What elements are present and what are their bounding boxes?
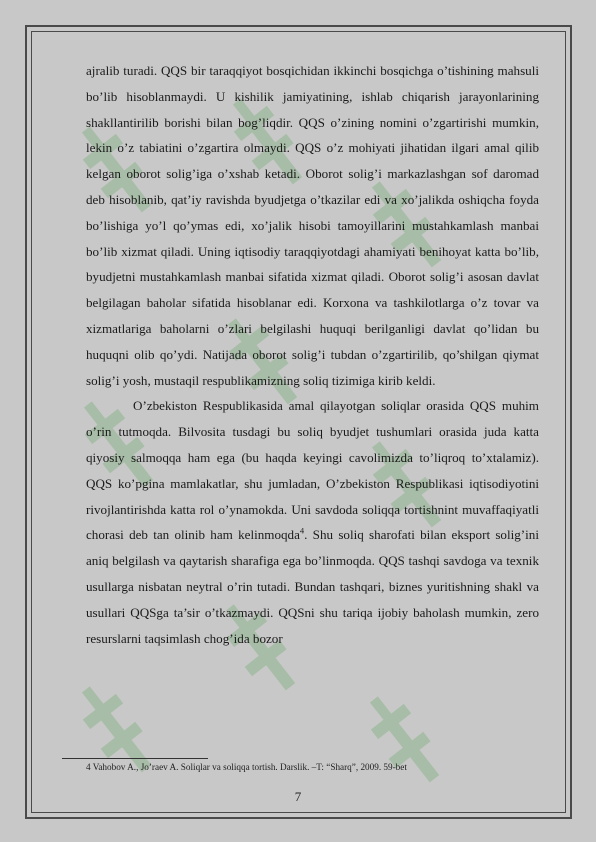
footnote: 4 Vahobov A., Jo’raev A. Soliqlar va soliqqa tortish. Darslik. –T: “Sharq”, 2009. 59-bet bbox=[86, 762, 407, 772]
paragraph-text: O’zbekiston Respublikasida amal qilayotgan soliqlar orasida QQS muhim o’rin tutmoqda. Bilvosita tusdagi bu soliq byudjet tushumlari orasida juda katta qiyosiy salmoqqa ham ega (bu haqda keyingi cavolimizda to’liqroq to’xtalamiz). QQS ko’pgina mamlakatlar, shu jumladan, O’zbekiston Respublikasi iqtisodiyotini rivojlantirishda katta rol o’ynamokda. Uni savdoda soliqqa tortishnint muvaffaqiyatli chorasi deb tan olinib ham kelinmoqda bbox=[86, 398, 539, 543]
footnote-reference: 4 bbox=[299, 525, 305, 536]
paragraph-text-continued: . Shu soliq sharofati bilan eksport solig’ini aniq belgilash va qaytarish sharafiga ega bo’linmoqda. QQS tashqi savdoga va texnik usullarga nisbatan neytral o’rin tutadi. Bundan tashqari, biznes yuritishning shakl va usullari QQSga ta’sir o’tkazmaydi. QQSni shu tariqa ijobiy baholash mumkin, zero resurslarni taqsimlash chog’ida bozor bbox=[86, 527, 539, 646]
body-text bbox=[86, 58, 539, 651]
paragraph: ajralib turadi. QQS bir taraqqiyot bosqichidan ikkinchi bosqichga o’tishining mahsuli bo’lib hisoblanmaydi. U kishilik jamiyatining, ishlab chiqarish jarayonlarining shakllantirilib borishi bilan bog’liqdir. QQS o’zining nomini o’zgartirishi mumkin, lekin o’z tabiatini o’zgartira olmaydi. QQS o’z mohiyati jihatidan ilgari amal qilib kelgan oborot solig’iga o’xshab ketadi. Oborot solig’i markazlashgan sof daromad deb hisoblanib, qat’iy ravishda byudjetga o’tkazilar edi va xo’jalikda oshiqcha foyda bo’lishiga yo’l qo’ymas edi, xo’jalik hisobi tamoyillarini mustahkamlash manbai bo’lib xizmat qiladi. Uning iqtisodiy taraqqiyotdagi ahamiyati benihoyat katta bo’lib, byudjetni mustahkamlash manbai sifatida xizmat qiladi. Oborot solig’i asosan davlat belgilagan baholar sifatida hisoblanar edi. Korxona va tashkilotlarga o’z tovar va xizmatlariga baholarni o’zlari belgilashi huquqi berilganligi davlat qo’lidan bu huquqni olib qo’ydi. Natijada oborot solig’i tubdan o’zgartirilib, qo’shilgan qiymat solig’i yosh, mustaqil respublikamizning soliq tizimiga kirib keldi. bbox=[86, 63, 539, 388]
footnote-separator bbox=[62, 758, 208, 759]
page-number: 7 bbox=[294, 789, 302, 804]
paragraph bbox=[86, 393, 539, 651]
